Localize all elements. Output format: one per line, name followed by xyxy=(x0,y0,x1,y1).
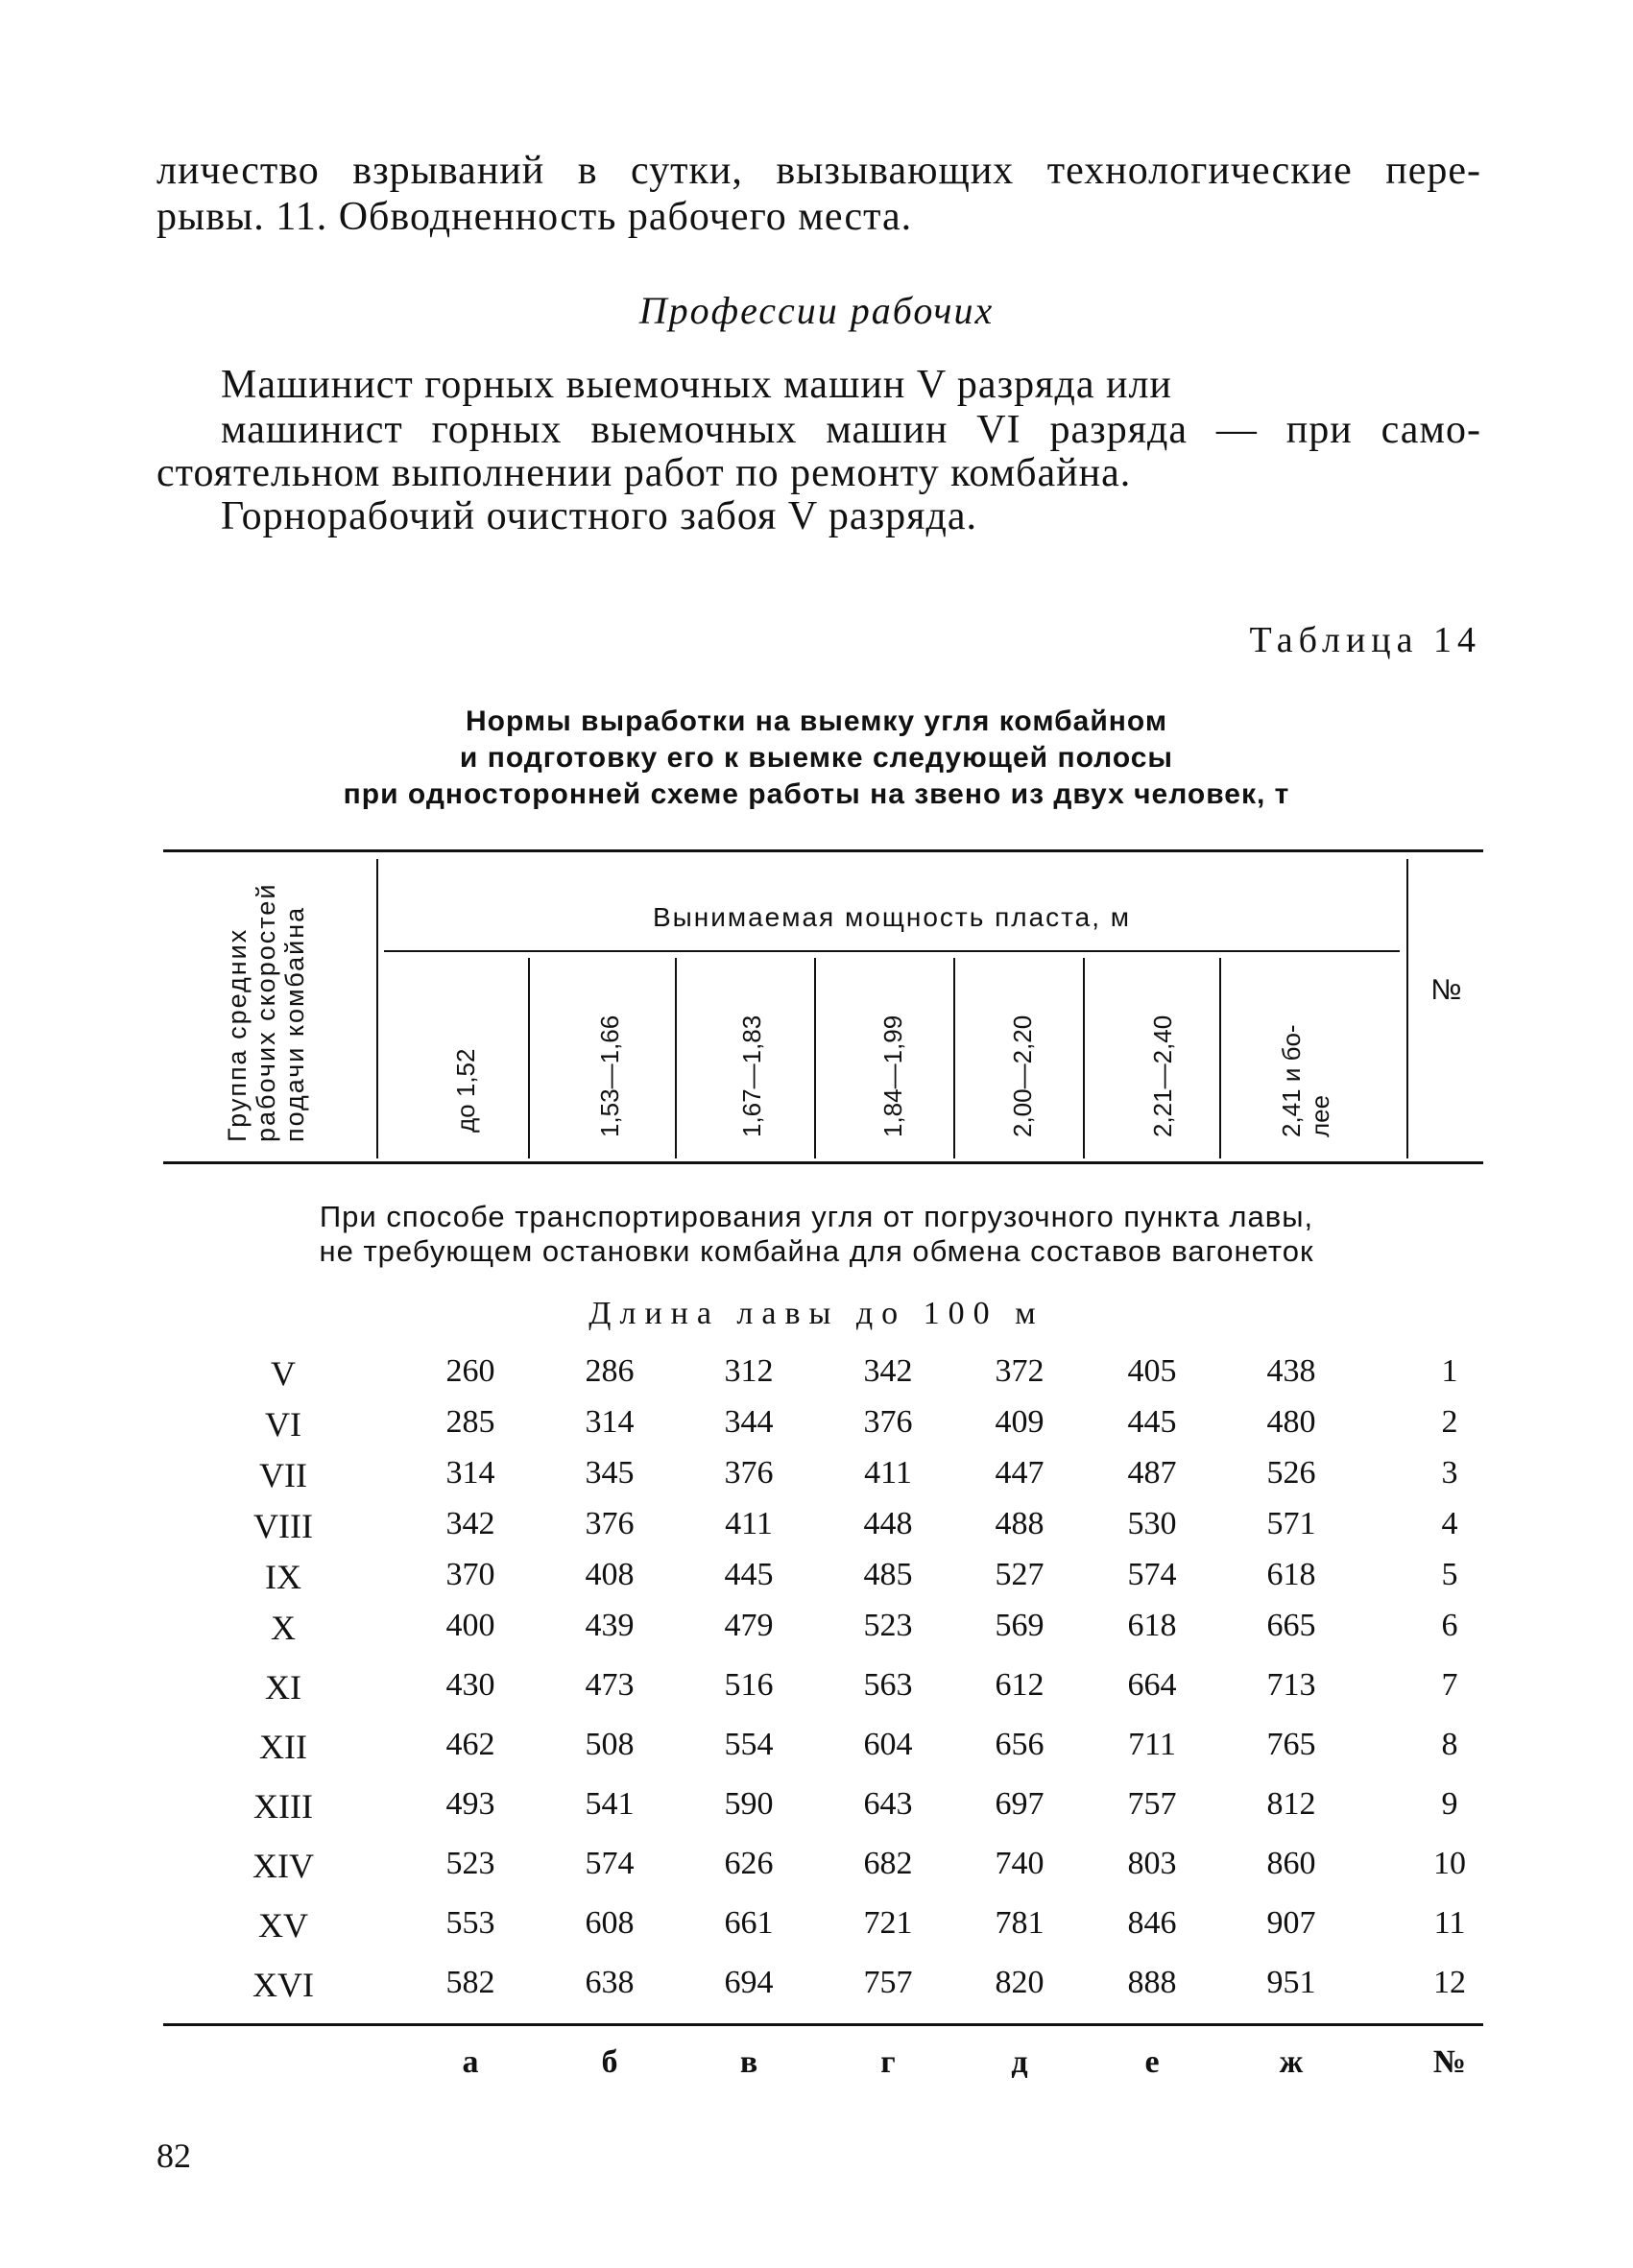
table-cell: 430 xyxy=(445,1667,495,1703)
table-cell: 488 xyxy=(995,1506,1045,1541)
table-cell: 563 xyxy=(863,1667,913,1703)
table-cell: 951 xyxy=(1266,1965,1316,2000)
table-caption-line-1: Нормы выработки на выемку угля комбайном xyxy=(465,705,1168,737)
row-group-label: VII xyxy=(259,1456,307,1494)
row-number: 3 xyxy=(1441,1455,1458,1491)
table-cell: 372 xyxy=(995,1353,1045,1389)
header-divider-num xyxy=(1406,859,1408,1158)
subsection-title: Длина лавы до 100 м xyxy=(588,1296,1045,1331)
table-cell: 643 xyxy=(863,1786,913,1822)
table-cell: 285 xyxy=(445,1404,495,1440)
row-group-label: VIII xyxy=(253,1507,313,1545)
table-cell: 408 xyxy=(585,1557,635,1592)
footer-column-letter: е xyxy=(1144,2044,1160,2080)
row-group-label: XV xyxy=(258,1906,308,1945)
professions-line-1: Машинист горных выемочных машин V разряда или xyxy=(221,363,1172,407)
table-cell: 608 xyxy=(585,1905,635,1941)
table-cell: 314 xyxy=(445,1455,495,1491)
table-cell: 781 xyxy=(995,1905,1045,1941)
table-span-rule xyxy=(384,950,1400,952)
table-cell: 405 xyxy=(1127,1353,1177,1389)
table-cell: 860 xyxy=(1266,1846,1316,1881)
table-cell: 907 xyxy=(1266,1905,1316,1941)
table-cell: 345 xyxy=(585,1455,635,1491)
table-cell: 479 xyxy=(724,1608,774,1643)
table-cell: 411 xyxy=(725,1506,773,1541)
table-cell: 487 xyxy=(1127,1455,1177,1491)
header-divider-2 xyxy=(675,958,677,1158)
table-cell: 656 xyxy=(995,1727,1045,1762)
table-cell: 574 xyxy=(585,1846,635,1881)
row-group-label: X xyxy=(271,1609,296,1647)
col-header-d: 2,00—2,20 xyxy=(1008,1015,1037,1137)
table-cell: 409 xyxy=(995,1404,1045,1440)
intro-line-2: рывы. 11. Обводненность рабочего места. xyxy=(156,195,913,239)
row-group-label: VI xyxy=(265,1405,301,1444)
table-cell: 447 xyxy=(995,1455,1045,1491)
table-cell: 638 xyxy=(585,1965,635,2000)
num-header: № xyxy=(1430,974,1464,1006)
table-cell: 260 xyxy=(445,1353,495,1389)
table-cell: 697 xyxy=(995,1786,1045,1822)
table-cell: 740 xyxy=(995,1846,1045,1881)
table-cell: 376 xyxy=(585,1506,635,1541)
table-cell: 682 xyxy=(863,1846,913,1881)
table-cell: 665 xyxy=(1266,1608,1316,1643)
table-caption-line-2: и подготовку его к выемке следующей полосы xyxy=(459,742,1174,774)
row-number: 2 xyxy=(1441,1404,1458,1440)
row-number: 11 xyxy=(1433,1905,1466,1941)
table-cell: 582 xyxy=(445,1965,495,2000)
table-cell: 812 xyxy=(1266,1786,1316,1822)
table-cell: 527 xyxy=(995,1557,1045,1592)
row-number: 4 xyxy=(1441,1506,1458,1541)
row-group-label: XIII xyxy=(253,1787,313,1826)
page-number: 82 xyxy=(156,2137,191,2175)
table-cell: 888 xyxy=(1127,1965,1177,2000)
header-divider-4 xyxy=(953,958,955,1158)
table-cell: 508 xyxy=(585,1727,635,1762)
table-cell: 541 xyxy=(585,1786,635,1822)
table-cell: 342 xyxy=(863,1353,913,1389)
table-cell: 694 xyxy=(724,1965,774,2000)
table-cell: 493 xyxy=(445,1786,495,1822)
row-group-label: V xyxy=(271,1354,296,1393)
table-cell: 530 xyxy=(1127,1506,1177,1541)
table-cell: 485 xyxy=(863,1557,913,1592)
header-divider-6 xyxy=(1219,958,1221,1158)
table-cell: 604 xyxy=(863,1727,913,1762)
row-group-label: XVI xyxy=(252,1966,314,2004)
table-cell: 757 xyxy=(1127,1786,1177,1822)
table-cell: 661 xyxy=(724,1905,774,1941)
table-cell: 480 xyxy=(1266,1404,1316,1440)
table-cell: 448 xyxy=(863,1506,913,1541)
table-cell: 571 xyxy=(1266,1506,1316,1541)
table-bottom-rule xyxy=(163,2023,1483,2026)
header-divider-1 xyxy=(528,958,530,1158)
footer-column-letter: д xyxy=(1011,2044,1028,2080)
table-cell: 626 xyxy=(724,1846,774,1881)
table-cell: 554 xyxy=(724,1727,774,1762)
table-cell: 721 xyxy=(863,1905,913,1941)
table-cell: 445 xyxy=(724,1557,774,1592)
table-header-bottom-rule xyxy=(163,1161,1483,1164)
row-group-label: XII xyxy=(259,1728,307,1766)
table-cell: 376 xyxy=(863,1404,913,1440)
table-cell: 462 xyxy=(445,1727,495,1762)
col-header-a: до 1,52 xyxy=(451,1048,480,1133)
row-number: 9 xyxy=(1441,1786,1458,1822)
footer-column-letter: в xyxy=(739,2044,758,2080)
row-number: 5 xyxy=(1441,1557,1458,1592)
table-cell: 411 xyxy=(864,1455,912,1491)
professions-line-2: машинист горных выемочных машин VI разряда — при само- xyxy=(221,408,1481,452)
table-cell: 312 xyxy=(724,1353,774,1389)
section-caption-line-1: При способе транспортирования угля от погрузочного пункта лавы, xyxy=(319,1200,1314,1233)
professions-line-3: стоятельном выполнении работ по ремонту комбайна. xyxy=(156,451,1132,495)
professions-title: Профессии рабочих xyxy=(638,289,995,332)
table-top-rule xyxy=(163,849,1483,852)
table-cell: 612 xyxy=(995,1667,1045,1703)
table-cell: 438 xyxy=(1266,1353,1316,1389)
table-cell: 526 xyxy=(1266,1455,1316,1491)
row-number: 6 xyxy=(1441,1608,1458,1643)
group-header-line-1: Группа средних xyxy=(223,927,252,1142)
section-caption-line-2: не требующем остановки комбайна для обмена составов вагонеток xyxy=(319,1234,1314,1268)
header-divider-3 xyxy=(814,958,816,1158)
row-group-label: XIV xyxy=(252,1847,314,1885)
intro-line-1: личество взрываний в сутки, вызывающих технологические пере- xyxy=(156,149,1481,193)
row-number: 1 xyxy=(1441,1353,1458,1389)
thickness-header: Вынимаемая мощность пласта, м xyxy=(652,902,1132,932)
header-divider-group xyxy=(376,859,378,1158)
col-header-e: 2,21—2,40 xyxy=(1148,1015,1177,1137)
table-cell: 553 xyxy=(445,1905,495,1941)
professions-line-4: Горнорабочий очистного забоя V разряда. xyxy=(221,494,977,538)
row-number: 12 xyxy=(1433,1965,1466,2000)
footer-column-letter: г xyxy=(880,2044,896,2080)
table-cell: 523 xyxy=(445,1846,495,1881)
table-cell: 713 xyxy=(1266,1667,1316,1703)
row-number: 7 xyxy=(1441,1667,1458,1703)
table-cell: 314 xyxy=(585,1404,635,1440)
header-divider-5 xyxy=(1083,958,1085,1158)
row-number: 8 xyxy=(1441,1727,1458,1762)
group-header-line-2: рабочих скоростей xyxy=(252,882,280,1142)
table-cell: 820 xyxy=(995,1965,1045,2000)
table-cell: 711 xyxy=(1128,1727,1176,1762)
table-cell: 376 xyxy=(724,1455,774,1491)
row-number: 10 xyxy=(1433,1846,1466,1881)
table-cell: 618 xyxy=(1127,1608,1177,1643)
table-cell: 286 xyxy=(585,1353,635,1389)
table-cell: 574 xyxy=(1127,1557,1177,1592)
table-number: Таблица 14 xyxy=(1249,620,1481,660)
table-cell: 618 xyxy=(1266,1557,1316,1592)
table-cell: 765 xyxy=(1266,1727,1316,1762)
col-header-zh-line-1: 2,41 и бо- xyxy=(1277,1024,1306,1137)
table-cell: 370 xyxy=(445,1557,495,1592)
table-cell: 439 xyxy=(585,1608,635,1643)
table-cell: 590 xyxy=(724,1786,774,1822)
col-header-zh-line-2: лее xyxy=(1306,1094,1334,1137)
row-group-label: XI xyxy=(265,1668,301,1707)
footer-column-letter: б xyxy=(601,2044,618,2080)
table-cell: 445 xyxy=(1127,1404,1177,1440)
table-cell: 400 xyxy=(445,1608,495,1643)
col-header-b: 1,53—1,66 xyxy=(595,1015,624,1137)
table-cell: 569 xyxy=(995,1608,1045,1643)
footer-column-letter: № xyxy=(1432,2044,1467,2080)
col-header-g: 1,84—1,99 xyxy=(878,1015,907,1137)
footer-column-letter: а xyxy=(462,2044,479,2080)
table-cell: 473 xyxy=(585,1667,635,1703)
group-header-line-3: подачи комбайна xyxy=(280,905,309,1142)
table-cell: 757 xyxy=(863,1965,913,2000)
footer-column-letter: ж xyxy=(1279,2044,1304,2080)
col-header-v: 1,67—1,83 xyxy=(737,1015,766,1137)
table-cell: 664 xyxy=(1127,1667,1177,1703)
table-cell: 516 xyxy=(724,1667,774,1703)
table-caption-line-3: при односторонней схеме работы на звено из двух человек, т xyxy=(343,778,1290,810)
table-cell: 803 xyxy=(1127,1846,1177,1881)
row-group-label: IX xyxy=(265,1558,301,1596)
table-cell: 523 xyxy=(863,1608,913,1643)
table-cell: 846 xyxy=(1127,1905,1177,1941)
table-cell: 342 xyxy=(445,1506,495,1541)
table-cell: 344 xyxy=(724,1404,774,1440)
